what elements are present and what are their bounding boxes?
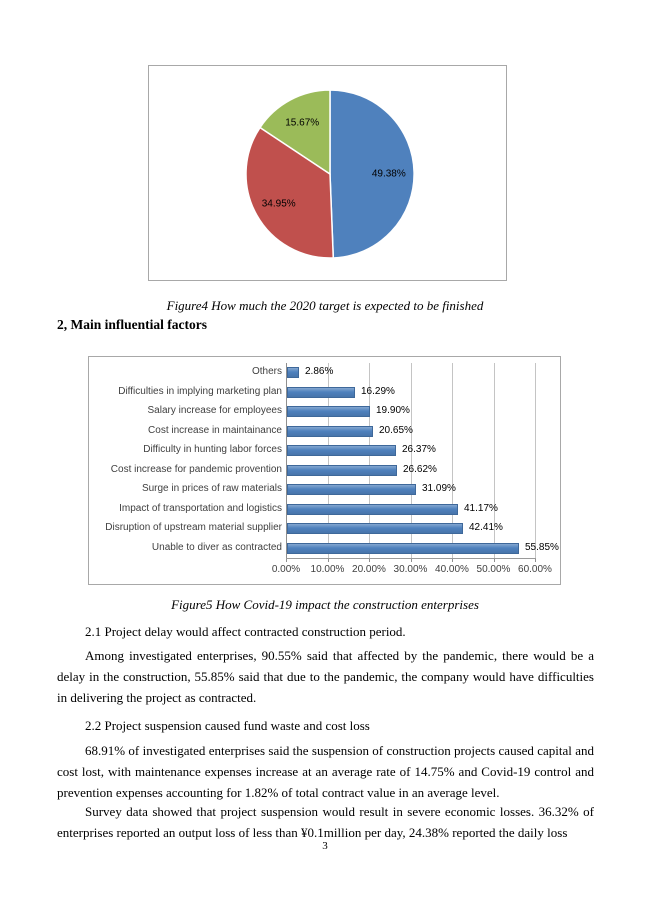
- figure5-bar-chart: [88, 356, 561, 585]
- bar: [287, 387, 355, 398]
- value-label: 16.29%: [361, 385, 395, 397]
- category-label: Impact of transportation and logistics: [119, 502, 282, 514]
- category-label: Difficulties in implying marketing plan: [118, 385, 282, 397]
- category-label: Surge in prices of raw materials: [141, 483, 282, 494]
- value-label: 26.37%: [402, 444, 436, 455]
- value-label: 42.41%: [469, 522, 503, 533]
- x-axis-line: [286, 558, 536, 559]
- paragraph-2-2-text: 68.91% of investigated enterprises said the suspension of construction projects caused capital and cost lost, with maintenance expenses increase at an average rate of 14.75% and Covid-19 control and prevention expenses accounting for 1.82% of total contract value in an average level.: [57, 743, 594, 800]
- value-label: 19.90%: [376, 405, 410, 416]
- section-heading: 2, Main influential factors: [57, 317, 207, 332]
- value-label: 26.62%: [403, 463, 437, 475]
- figure4-pie-chart: [148, 65, 507, 281]
- x-tick-label: 60.00%: [518, 564, 552, 575]
- pie-chart-canvas: [149, 66, 504, 278]
- category-label: Cost increase for pandemic provention: [110, 463, 282, 475]
- category-label: Salary increase for employees: [147, 405, 282, 416]
- bar: [287, 367, 299, 378]
- x-tick-label: 50.00%: [476, 564, 511, 575]
- category-label: Unable to diver as contracted: [151, 541, 282, 553]
- bar: [287, 426, 373, 437]
- page-number: 3: [322, 840, 328, 852]
- bar: [287, 465, 397, 476]
- paragraph-2-2-text2: Survey data showed that project suspension would result in severe economic losses. 36.32% of enterprises reported an output loss of less than ¥0.1million per day, 24.38% reported the daily loss: [57, 804, 594, 840]
- bar: [287, 484, 416, 495]
- x-tick-label: 0.00%: [271, 564, 301, 575]
- category-label: Difficulty in hunting labor forces: [143, 444, 282, 455]
- x-tick-label: 40.00%: [435, 564, 469, 575]
- bar: [287, 406, 370, 417]
- bar: [287, 504, 458, 515]
- value-label: 2.86%: [305, 366, 334, 377]
- category-label: Disruption of upstream material supplier: [105, 522, 282, 533]
- category-label: Others: [251, 366, 282, 377]
- bar: [287, 523, 463, 534]
- value-label: 31.09%: [422, 483, 456, 494]
- bar: [287, 445, 396, 456]
- figure4-caption: Figure4 How much the 2020 target is expected to be finished: [166, 298, 484, 313]
- value-label: 20.65%: [379, 424, 413, 436]
- paragraph-2-1-text: Among investigated enterprises, 90.55% said that affected by the pandemic, there would be a delay in the construction, 55.85% said that due to the pandemic, the company would have difficulties in delivering the project as contracted.: [57, 648, 594, 705]
- bar: [287, 543, 519, 554]
- value-label: 55.85%: [525, 541, 559, 553]
- category-label: Cost increase in maintainance: [148, 424, 282, 436]
- paragraph-2-2-heading: 2.2 Project suspension caused fund waste and cost loss: [85, 718, 370, 733]
- x-tick-label: 30.00%: [393, 564, 428, 575]
- gridline: [535, 363, 536, 558]
- pie-data-label: 34.95%: [261, 198, 296, 210]
- pie-data-label: 15.67%: [285, 117, 320, 129]
- paragraph-2-1-heading: 2.1 Project delay would affect contracted construction period.: [85, 624, 406, 639]
- value-label: 41.17%: [464, 502, 498, 514]
- figure5-caption: Figure5 How Covid-19 impact the construction enterprises: [171, 597, 479, 612]
- bar-chart-canvas: [89, 357, 560, 584]
- x-tick-label: 20.00%: [352, 564, 386, 575]
- pie-data-label: 49.38%: [371, 168, 406, 180]
- x-tick-label: 10.00%: [310, 564, 345, 575]
